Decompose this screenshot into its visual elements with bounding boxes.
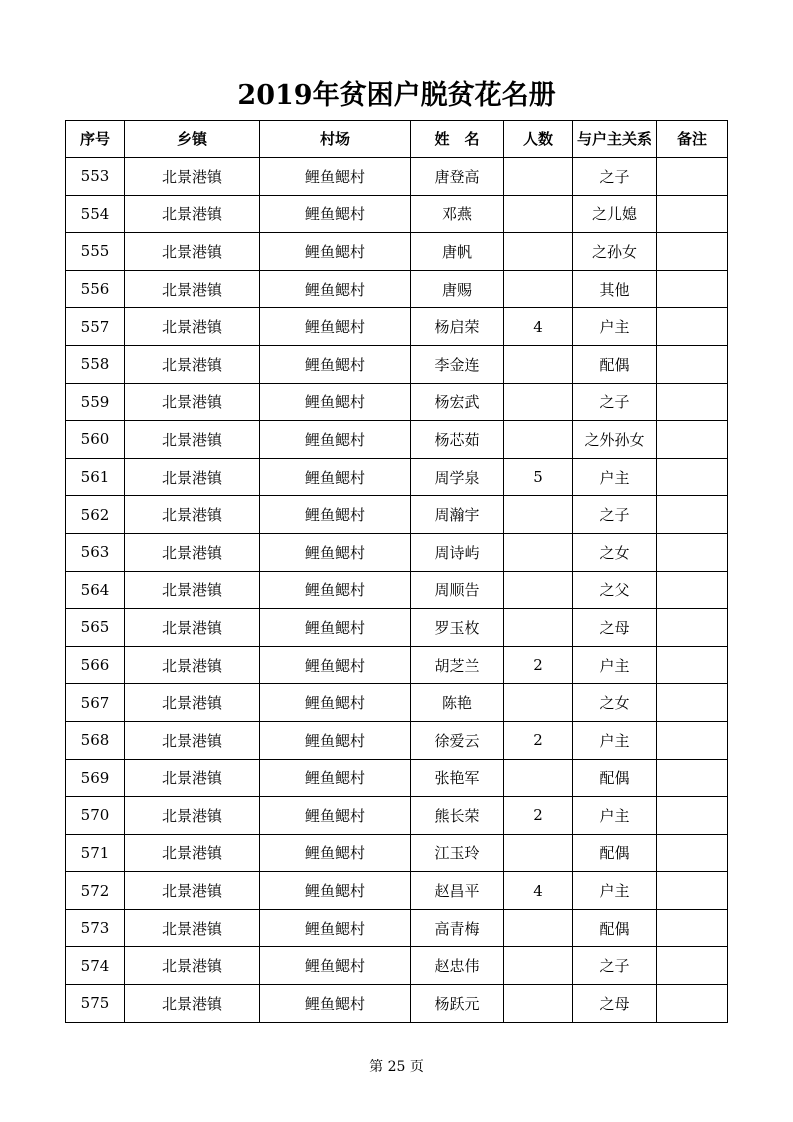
roster-table bbox=[65, 120, 728, 1023]
cell-note bbox=[657, 308, 728, 346]
table-row bbox=[66, 609, 728, 647]
cell-village: 鲤鱼鳃村 bbox=[260, 308, 411, 346]
cell-relation: 之子 bbox=[573, 496, 657, 534]
cell-name: 赵忠伟 bbox=[411, 947, 504, 985]
cell-note bbox=[657, 345, 728, 383]
cell-count bbox=[504, 270, 573, 308]
cell-relation: 之外孙女 bbox=[573, 421, 657, 459]
cell-serial: 553 bbox=[66, 158, 125, 196]
table-row bbox=[66, 797, 728, 835]
table-row bbox=[66, 834, 728, 872]
cell-town: 北景港镇 bbox=[125, 533, 260, 571]
cell-town: 北景港镇 bbox=[125, 345, 260, 383]
cell-name: 江玉玲 bbox=[411, 834, 504, 872]
cell-name: 徐爱云 bbox=[411, 721, 504, 759]
cell-serial: 562 bbox=[66, 496, 125, 534]
table-row bbox=[66, 759, 728, 797]
cell-relation: 户主 bbox=[573, 721, 657, 759]
table-row bbox=[66, 571, 728, 609]
cell-relation: 其他 bbox=[573, 270, 657, 308]
table-row bbox=[66, 195, 728, 233]
cell-note bbox=[657, 533, 728, 571]
cell-note bbox=[657, 421, 728, 459]
cell-count: 4 bbox=[504, 872, 573, 910]
cell-town: 北景港镇 bbox=[125, 383, 260, 421]
cell-town: 北景港镇 bbox=[125, 421, 260, 459]
cell-village: 鲤鱼鳃村 bbox=[260, 270, 411, 308]
cell-serial: 565 bbox=[66, 609, 125, 647]
document-title: 2019年贫困户脱贫花名册 bbox=[237, 80, 556, 111]
cell-town: 北景港镇 bbox=[125, 797, 260, 835]
cell-serial: 575 bbox=[66, 985, 125, 1023]
column-header: 人数 bbox=[504, 121, 573, 158]
cell-count bbox=[504, 158, 573, 196]
cell-relation: 配偶 bbox=[573, 759, 657, 797]
cell-serial: 572 bbox=[66, 872, 125, 910]
cell-note bbox=[657, 721, 728, 759]
cell-relation: 户主 bbox=[573, 646, 657, 684]
cell-village: 鲤鱼鳃村 bbox=[260, 985, 411, 1023]
cell-serial: 571 bbox=[66, 834, 125, 872]
cell-serial: 558 bbox=[66, 345, 125, 383]
table-row bbox=[66, 684, 728, 722]
cell-name: 杨芯茹 bbox=[411, 421, 504, 459]
table-row bbox=[66, 909, 728, 947]
cell-serial: 559 bbox=[66, 383, 125, 421]
cell-name: 杨宏武 bbox=[411, 383, 504, 421]
cell-relation: 配偶 bbox=[573, 909, 657, 947]
cell-village: 鲤鱼鳃村 bbox=[260, 533, 411, 571]
cell-serial: 564 bbox=[66, 571, 125, 609]
cell-town: 北景港镇 bbox=[125, 646, 260, 684]
header-row bbox=[66, 121, 728, 158]
cell-relation: 户主 bbox=[573, 308, 657, 346]
cell-relation: 配偶 bbox=[573, 345, 657, 383]
cell-count bbox=[504, 909, 573, 947]
cell-relation: 户主 bbox=[573, 458, 657, 496]
cell-note bbox=[657, 684, 728, 722]
cell-town: 北景港镇 bbox=[125, 233, 260, 271]
cell-serial: 560 bbox=[66, 421, 125, 459]
cell-serial: 556 bbox=[66, 270, 125, 308]
cell-village: 鲤鱼鳃村 bbox=[260, 797, 411, 835]
cell-village: 鲤鱼鳃村 bbox=[260, 759, 411, 797]
cell-village: 鲤鱼鳃村 bbox=[260, 609, 411, 647]
cell-name: 周瀚宇 bbox=[411, 496, 504, 534]
cell-town: 北景港镇 bbox=[125, 759, 260, 797]
table-row bbox=[66, 383, 728, 421]
cell-serial: 563 bbox=[66, 533, 125, 571]
cell-name: 杨跃元 bbox=[411, 985, 504, 1023]
cell-name: 罗玉枚 bbox=[411, 609, 504, 647]
cell-count bbox=[504, 421, 573, 459]
cell-name: 熊长荣 bbox=[411, 797, 504, 835]
cell-note bbox=[657, 985, 728, 1023]
cell-name: 周诗屿 bbox=[411, 533, 504, 571]
cell-name: 张艳军 bbox=[411, 759, 504, 797]
cell-count bbox=[504, 533, 573, 571]
cell-village: 鲤鱼鳃村 bbox=[260, 684, 411, 722]
cell-village: 鲤鱼鳃村 bbox=[260, 383, 411, 421]
cell-relation: 配偶 bbox=[573, 834, 657, 872]
cell-serial: 573 bbox=[66, 909, 125, 947]
table-row bbox=[66, 458, 728, 496]
cell-village: 鲤鱼鳃村 bbox=[260, 421, 411, 459]
table-row bbox=[66, 421, 728, 459]
cell-relation: 之女 bbox=[573, 533, 657, 571]
cell-name: 唐赐 bbox=[411, 270, 504, 308]
cell-village: 鲤鱼鳃村 bbox=[260, 458, 411, 496]
cell-name: 周顺告 bbox=[411, 571, 504, 609]
cell-serial: 554 bbox=[66, 195, 125, 233]
cell-count bbox=[504, 345, 573, 383]
cell-town: 北景港镇 bbox=[125, 571, 260, 609]
cell-note bbox=[657, 797, 728, 835]
cell-name: 赵昌平 bbox=[411, 872, 504, 910]
cell-village: 鲤鱼鳃村 bbox=[260, 571, 411, 609]
cell-note bbox=[657, 947, 728, 985]
cell-count bbox=[504, 985, 573, 1023]
column-header: 序号 bbox=[66, 121, 125, 158]
cell-count bbox=[504, 834, 573, 872]
cell-name: 唐帆 bbox=[411, 233, 504, 271]
cell-town: 北景港镇 bbox=[125, 909, 260, 947]
cell-name: 陈艳 bbox=[411, 684, 504, 722]
cell-village: 鲤鱼鳃村 bbox=[260, 496, 411, 534]
cell-count bbox=[504, 759, 573, 797]
page-number: 第 25 页 bbox=[369, 1059, 424, 1075]
cell-note bbox=[657, 609, 728, 647]
cell-town: 北景港镇 bbox=[125, 721, 260, 759]
cell-village: 鲤鱼鳃村 bbox=[260, 345, 411, 383]
cell-count bbox=[504, 947, 573, 985]
table-row bbox=[66, 872, 728, 910]
cell-relation: 之母 bbox=[573, 985, 657, 1023]
cell-name: 邓燕 bbox=[411, 195, 504, 233]
cell-serial: 557 bbox=[66, 308, 125, 346]
cell-village: 鲤鱼鳃村 bbox=[260, 834, 411, 872]
cell-count bbox=[504, 609, 573, 647]
cell-count bbox=[504, 195, 573, 233]
column-header: 乡镇 bbox=[125, 121, 260, 158]
cell-serial: 567 bbox=[66, 684, 125, 722]
cell-serial: 574 bbox=[66, 947, 125, 985]
cell-count bbox=[504, 571, 573, 609]
cell-town: 北景港镇 bbox=[125, 158, 260, 196]
cell-town: 北景港镇 bbox=[125, 458, 260, 496]
cell-note bbox=[657, 571, 728, 609]
table-row bbox=[66, 947, 728, 985]
cell-note bbox=[657, 383, 728, 421]
cell-relation: 户主 bbox=[573, 797, 657, 835]
cell-count bbox=[504, 684, 573, 722]
column-header: 与户主关系 bbox=[573, 121, 657, 158]
cell-serial: 569 bbox=[66, 759, 125, 797]
roster-body bbox=[66, 158, 728, 1023]
cell-town: 北景港镇 bbox=[125, 609, 260, 647]
cell-relation: 之女 bbox=[573, 684, 657, 722]
cell-count: 2 bbox=[504, 646, 573, 684]
cell-town: 北景港镇 bbox=[125, 985, 260, 1023]
table-row bbox=[66, 985, 728, 1023]
cell-note bbox=[657, 233, 728, 271]
cell-village: 鲤鱼鳃村 bbox=[260, 646, 411, 684]
cell-village: 鲤鱼鳃村 bbox=[260, 233, 411, 271]
cell-name: 高青梅 bbox=[411, 909, 504, 947]
cell-count: 4 bbox=[504, 308, 573, 346]
column-header: 村场 bbox=[260, 121, 411, 158]
cell-count bbox=[504, 496, 573, 534]
table-row bbox=[66, 345, 728, 383]
cell-town: 北景港镇 bbox=[125, 195, 260, 233]
cell-note bbox=[657, 646, 728, 684]
cell-note bbox=[657, 909, 728, 947]
cell-note bbox=[657, 872, 728, 910]
cell-village: 鲤鱼鳃村 bbox=[260, 872, 411, 910]
cell-town: 北景港镇 bbox=[125, 872, 260, 910]
table-row bbox=[66, 646, 728, 684]
cell-serial: 555 bbox=[66, 233, 125, 271]
cell-name: 唐登高 bbox=[411, 158, 504, 196]
cell-village: 鲤鱼鳃村 bbox=[260, 721, 411, 759]
cell-town: 北景港镇 bbox=[125, 684, 260, 722]
cell-relation: 之子 bbox=[573, 383, 657, 421]
table-row bbox=[66, 496, 728, 534]
cell-note bbox=[657, 496, 728, 534]
cell-town: 北景港镇 bbox=[125, 947, 260, 985]
table-row bbox=[66, 721, 728, 759]
cell-count bbox=[504, 383, 573, 421]
cell-town: 北景港镇 bbox=[125, 270, 260, 308]
table-row bbox=[66, 270, 728, 308]
cell-count: 2 bbox=[504, 797, 573, 835]
table-row bbox=[66, 158, 728, 196]
cell-village: 鲤鱼鳃村 bbox=[260, 947, 411, 985]
cell-relation: 之儿媳 bbox=[573, 195, 657, 233]
cell-count bbox=[504, 233, 573, 271]
cell-relation: 户主 bbox=[573, 872, 657, 910]
cell-name: 周学泉 bbox=[411, 458, 504, 496]
cell-town: 北景港镇 bbox=[125, 496, 260, 534]
cell-count: 5 bbox=[504, 458, 573, 496]
cell-relation: 之父 bbox=[573, 571, 657, 609]
cell-town: 北景港镇 bbox=[125, 308, 260, 346]
cell-village: 鲤鱼鳃村 bbox=[260, 909, 411, 947]
cell-village: 鲤鱼鳃村 bbox=[260, 158, 411, 196]
cell-note bbox=[657, 834, 728, 872]
cell-note bbox=[657, 195, 728, 233]
cell-relation: 之母 bbox=[573, 609, 657, 647]
column-header: 备注 bbox=[657, 121, 728, 158]
cell-relation: 之子 bbox=[573, 158, 657, 196]
cell-note bbox=[657, 158, 728, 196]
cell-note bbox=[657, 458, 728, 496]
cell-name: 杨启荣 bbox=[411, 308, 504, 346]
cell-note bbox=[657, 759, 728, 797]
table-row bbox=[66, 308, 728, 346]
cell-town: 北景港镇 bbox=[125, 834, 260, 872]
cell-serial: 570 bbox=[66, 797, 125, 835]
table-row bbox=[66, 533, 728, 571]
cell-village: 鲤鱼鳃村 bbox=[260, 195, 411, 233]
cell-count: 2 bbox=[504, 721, 573, 759]
cell-note bbox=[657, 270, 728, 308]
cell-serial: 566 bbox=[66, 646, 125, 684]
cell-relation: 之孙女 bbox=[573, 233, 657, 271]
cell-name: 胡芝兰 bbox=[411, 646, 504, 684]
cell-serial: 568 bbox=[66, 721, 125, 759]
cell-serial: 561 bbox=[66, 458, 125, 496]
column-header: 姓 名 bbox=[411, 121, 504, 158]
cell-name: 李金连 bbox=[411, 345, 504, 383]
table-row bbox=[66, 233, 728, 271]
cell-relation: 之子 bbox=[573, 947, 657, 985]
